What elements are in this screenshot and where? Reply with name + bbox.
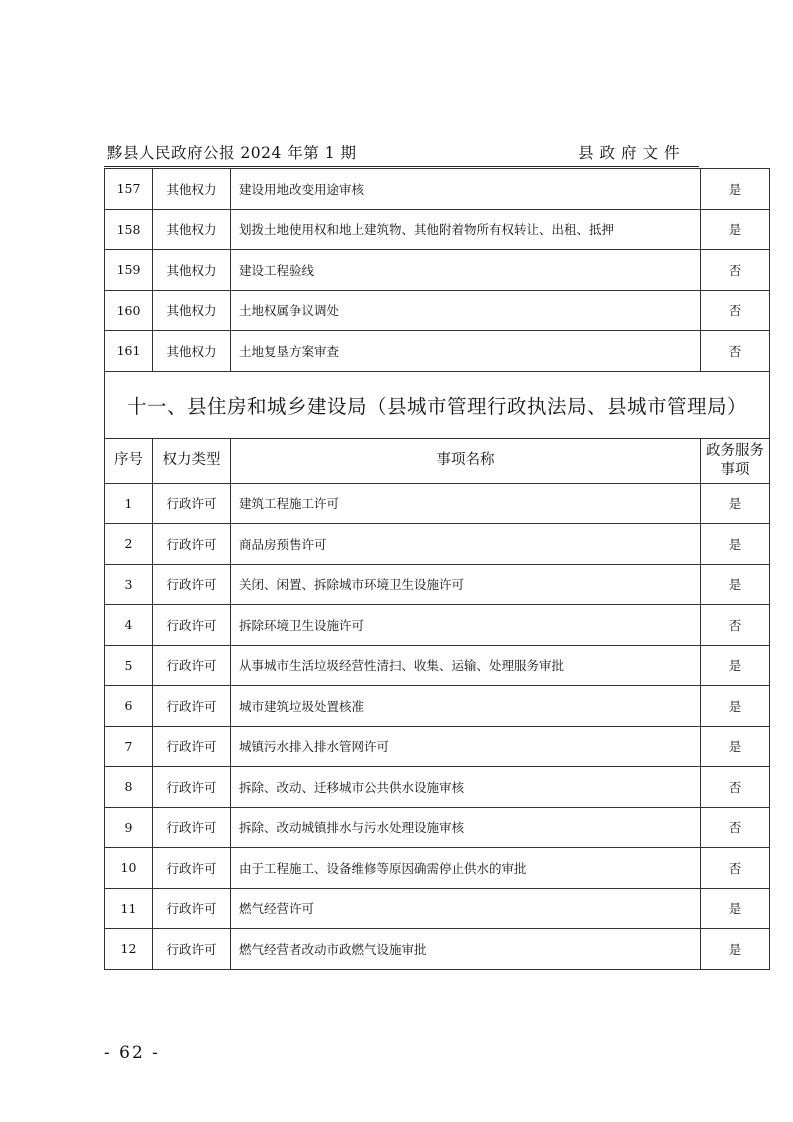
- page-number: - 62 -: [104, 1043, 160, 1063]
- table-row: [105, 686, 770, 727]
- service-flag: 否: [701, 250, 770, 291]
- row-number: 161: [105, 331, 153, 372]
- table-row: [105, 564, 770, 605]
- item-name: 土地复垦方案审查: [231, 331, 701, 372]
- item-name: 建设工程验线: [231, 250, 701, 291]
- row-number: 6: [105, 686, 153, 727]
- item-name: 土地权属争议调处: [231, 290, 701, 331]
- item-name: 燃气经营许可: [231, 888, 701, 929]
- row-number: 3: [105, 564, 153, 605]
- item-name: 城市建筑垃圾处置核准: [231, 686, 701, 727]
- power-list-table: [104, 168, 770, 970]
- item-name: 商品房预售许可: [231, 524, 701, 565]
- row-number: 7: [105, 726, 153, 767]
- row-number: 4: [105, 605, 153, 646]
- power-type: 行政许可: [153, 888, 231, 929]
- row-number: 2: [105, 524, 153, 565]
- service-flag: 是: [701, 564, 770, 605]
- service-flag: 是: [701, 929, 770, 970]
- service-flag: 是: [701, 888, 770, 929]
- section-title-row: [105, 371, 770, 438]
- power-type: 行政许可: [153, 807, 231, 848]
- item-name: 由于工程施工、设备维修等原因确需停止供水的审批: [231, 848, 701, 889]
- row-number: 11: [105, 888, 153, 929]
- section-title: 十一、县住房和城乡建设局（县城市管理行政执法局、县城市管理局）: [105, 371, 770, 438]
- column-header-service-label: 政务服务事项: [706, 442, 764, 478]
- service-flag: 是: [701, 169, 770, 210]
- power-type: 其他权力: [153, 169, 231, 210]
- power-type: 其他权力: [153, 250, 231, 291]
- item-name: 燃气经营者改动市政燃气设施审批: [231, 929, 701, 970]
- table-row: [105, 888, 770, 929]
- row-number: 10: [105, 848, 153, 889]
- table-row: [105, 331, 770, 372]
- row-number: 157: [105, 169, 153, 210]
- item-name: 拆除环境卫生设施许可: [231, 605, 701, 646]
- row-number: 8: [105, 767, 153, 808]
- service-flag: 是: [701, 524, 770, 565]
- column-header-row: [105, 438, 770, 483]
- row-number: 160: [105, 290, 153, 331]
- service-flag: 是: [701, 645, 770, 686]
- table-row: [105, 645, 770, 686]
- power-type: 行政许可: [153, 483, 231, 524]
- power-type: 行政许可: [153, 848, 231, 889]
- table-row: [105, 290, 770, 331]
- table-row: [105, 807, 770, 848]
- item-name: 城镇污水排入排水管网许可: [231, 726, 701, 767]
- table-row: [105, 483, 770, 524]
- power-type: 其他权力: [153, 331, 231, 372]
- table-row: [105, 726, 770, 767]
- power-type: 行政许可: [153, 686, 231, 727]
- table-row: [105, 848, 770, 889]
- service-flag: 否: [701, 848, 770, 889]
- item-name: 从事城市生活垃圾经营性清扫、收集、运输、处理服务审批: [231, 645, 701, 686]
- power-type: 行政许可: [153, 645, 231, 686]
- power-type: 行政许可: [153, 564, 231, 605]
- service-flag: 是: [701, 209, 770, 250]
- row-number: 159: [105, 250, 153, 291]
- table-row: [105, 605, 770, 646]
- table-row: [105, 250, 770, 291]
- column-header-no: 序号: [105, 438, 153, 483]
- header-divider: [104, 166, 699, 167]
- service-flag: 是: [701, 686, 770, 727]
- row-number: 158: [105, 209, 153, 250]
- power-type: 行政许可: [153, 605, 231, 646]
- item-name: 建设用地改变用途审核: [231, 169, 701, 210]
- table-row: [105, 524, 770, 565]
- item-name: 建筑工程施工许可: [231, 483, 701, 524]
- row-number: 5: [105, 645, 153, 686]
- row-number: 12: [105, 929, 153, 970]
- power-type: 其他权力: [153, 290, 231, 331]
- table-row: [105, 767, 770, 808]
- power-type: 行政许可: [153, 767, 231, 808]
- item-name: 关闭、闲置、拆除城市环境卫生设施许可: [231, 564, 701, 605]
- service-flag: 否: [701, 331, 770, 372]
- service-flag: 是: [701, 726, 770, 767]
- table-row: [105, 169, 770, 210]
- item-name: 划拨土地使用权和地上建筑物、其他附着物所有权转让、出租、抵押: [231, 209, 701, 250]
- power-type: 行政许可: [153, 726, 231, 767]
- column-header-service: [701, 438, 770, 483]
- power-type: 行政许可: [153, 524, 231, 565]
- service-flag: 否: [701, 767, 770, 808]
- service-flag: 否: [701, 605, 770, 646]
- table-row: [105, 209, 770, 250]
- item-name: 拆除、改动、迁移城市公共供水设施审核: [231, 767, 701, 808]
- column-header-type: 权力类型: [153, 438, 231, 483]
- service-flag: 是: [701, 483, 770, 524]
- document-category: 县政府文件: [578, 144, 686, 162]
- bulletin-title: 黟县人民政府公报 2024 年第 1 期: [107, 144, 357, 162]
- table-row: [105, 929, 770, 970]
- row-number: 1: [105, 483, 153, 524]
- service-flag: 否: [701, 807, 770, 848]
- item-name: 拆除、改动城镇排水与污水处理设施审核: [231, 807, 701, 848]
- row-number: 9: [105, 807, 153, 848]
- column-header-name: 事项名称: [231, 438, 701, 483]
- service-flag: 否: [701, 290, 770, 331]
- power-type: 行政许可: [153, 929, 231, 970]
- power-type: 其他权力: [153, 209, 231, 250]
